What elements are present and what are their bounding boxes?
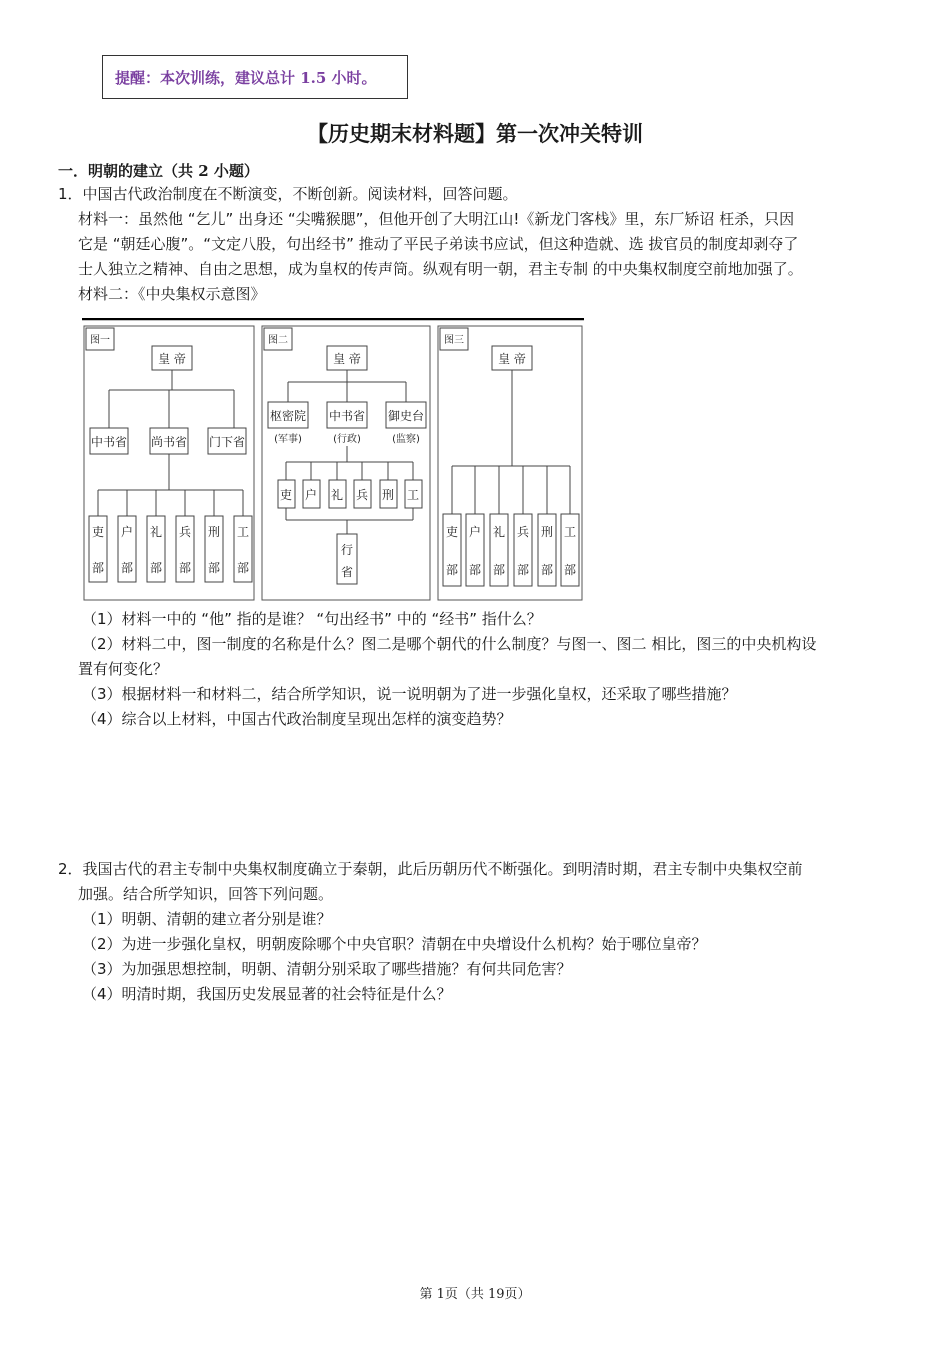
q1-sub3: （3）根据材料一和材料二，结合所学知识，说一说明朝为了进一步强化皇权，还采取了哪些措施？ bbox=[82, 685, 737, 703]
page-title: 【历史期末材料题】第一次冲关特训 bbox=[307, 121, 643, 146]
q1-material2-caption: 材料二：《中央集权示意图》 bbox=[78, 285, 266, 303]
fig1-province: 门下省 bbox=[208, 435, 246, 449]
q2-stem-line1: 2．我国古代的君主专制中央集权制度确立于秦朝，此后历朝历代不断强化。到明清时期，君主专制中央集权空前 bbox=[58, 860, 803, 878]
fig1-label: 图一 bbox=[90, 335, 110, 346]
fig1-province: 中书省 bbox=[90, 435, 128, 449]
q1-material1-line1: 材料一：虽然他 “乞儿” 出身还 “尖嘴猴腮”，但他开创了大明江山!《新龙门客栈》里，东厂矫诏 枉杀，只因 bbox=[78, 210, 795, 228]
fig3-ministry: 刑部 bbox=[540, 525, 554, 577]
fig1-ministry: 吏部 bbox=[91, 525, 105, 575]
q1-sub2-line1: （2）材料二中，图一制度的名称是什么？图二是哪个朝代的什么制度？与图一、图二 相比，图三的中央机构设 bbox=[82, 635, 817, 653]
fig2-ministry: 工 bbox=[406, 488, 420, 502]
fig2-local-province: 行省 bbox=[340, 543, 354, 579]
fig2-ministry: 吏 bbox=[279, 488, 293, 502]
fig3-ministry: 户部 bbox=[468, 525, 482, 577]
fig1-ministry: 兵部 bbox=[178, 525, 192, 575]
page-footer: 第 1页（共 19页） bbox=[419, 1287, 531, 1302]
q2-sub2: （2）为进一步强化皇权，明朝废除哪个中央官职？清朝在中央增设什么机构？始于哪位皇帝？ bbox=[82, 935, 707, 953]
section-heading: 一．明朝的建立（共 2 小题） bbox=[58, 162, 259, 180]
fig3-label: 图三 bbox=[444, 335, 464, 346]
q1-sub1: （1）材料一中的 “他” 指的是谁？ “句出经书” 中的 “经书” 指什么？ bbox=[82, 610, 542, 628]
fig2-ministry: 刑 bbox=[381, 488, 395, 502]
fig2-note: (行政) bbox=[333, 434, 361, 445]
fig2-ministry: 兵 bbox=[355, 488, 369, 502]
q1-stem: 1．中国古代政治制度在不断演变，不断创新。阅读材料，回答问题。 bbox=[58, 185, 518, 203]
fig3-ministry: 礼部 bbox=[492, 525, 506, 577]
q2-sub4: （4）明清时期，我国历史发展显著的社会特征是什么？ bbox=[82, 985, 452, 1003]
fig1-ministry: 工部 bbox=[236, 525, 250, 575]
fig1-ministry: 户部 bbox=[120, 525, 134, 575]
q2-sub3: （3）为加强思想控制，明朝、清朝分别采取了哪些措施？有何共同危害？ bbox=[82, 960, 572, 978]
fig3-ministry: 工部 bbox=[563, 525, 577, 577]
fig1-ministry: 刑部 bbox=[207, 525, 221, 575]
q1-sub4: （4）综合以上材料，中国古代政治制度呈现出怎样的演变趋势？ bbox=[82, 710, 512, 728]
fig1-ministry: 礼部 bbox=[149, 525, 163, 575]
fig1-emperor: 皇 帝 bbox=[158, 352, 186, 366]
fig2-ministry: 户 bbox=[304, 488, 318, 502]
fig2-organ: 中书省 bbox=[328, 409, 366, 423]
q1-sub2-line2: 置有何变化？ bbox=[78, 660, 169, 678]
reminder-box: 提醒：本次训练，建议总计 1.5 小时。 bbox=[102, 55, 408, 99]
fig2-note: (军事) bbox=[274, 434, 302, 445]
fig3-ministry: 兵部 bbox=[516, 525, 530, 577]
fig2-organ: 枢密院 bbox=[269, 409, 307, 423]
fig2-label: 图二 bbox=[268, 335, 288, 346]
fig1-province: 尚书省 bbox=[150, 435, 188, 449]
q2-sub1: （1）明朝、清朝的建立者分别是谁？ bbox=[82, 910, 332, 928]
q1-material1-line3: 士人独立之精神、自由之思想，成为皇权的传声筒。纵观有明一朝，君主专制 的中央集权制度空前地加强了。 bbox=[78, 260, 803, 278]
q1-material1-line2: 它是 “朝廷心腹”。“文定八股，句出经书” 推动了平民子弟读书应试，但这种造就、选 拔官员的制度却剥夺了 bbox=[78, 235, 799, 253]
fig2-organ: 御史台 bbox=[387, 409, 425, 423]
fig3-ministry: 吏部 bbox=[445, 525, 459, 577]
fig2-emperor: 皇 帝 bbox=[333, 352, 361, 366]
centralization-diagram bbox=[82, 318, 584, 602]
fig2-ministry: 礼 bbox=[330, 488, 344, 502]
fig3-emperor: 皇 帝 bbox=[498, 352, 526, 366]
q2-stem-line2: 加强。结合所学知识，回答下列问题。 bbox=[78, 885, 334, 903]
fig2-note: (监察) bbox=[392, 434, 420, 445]
